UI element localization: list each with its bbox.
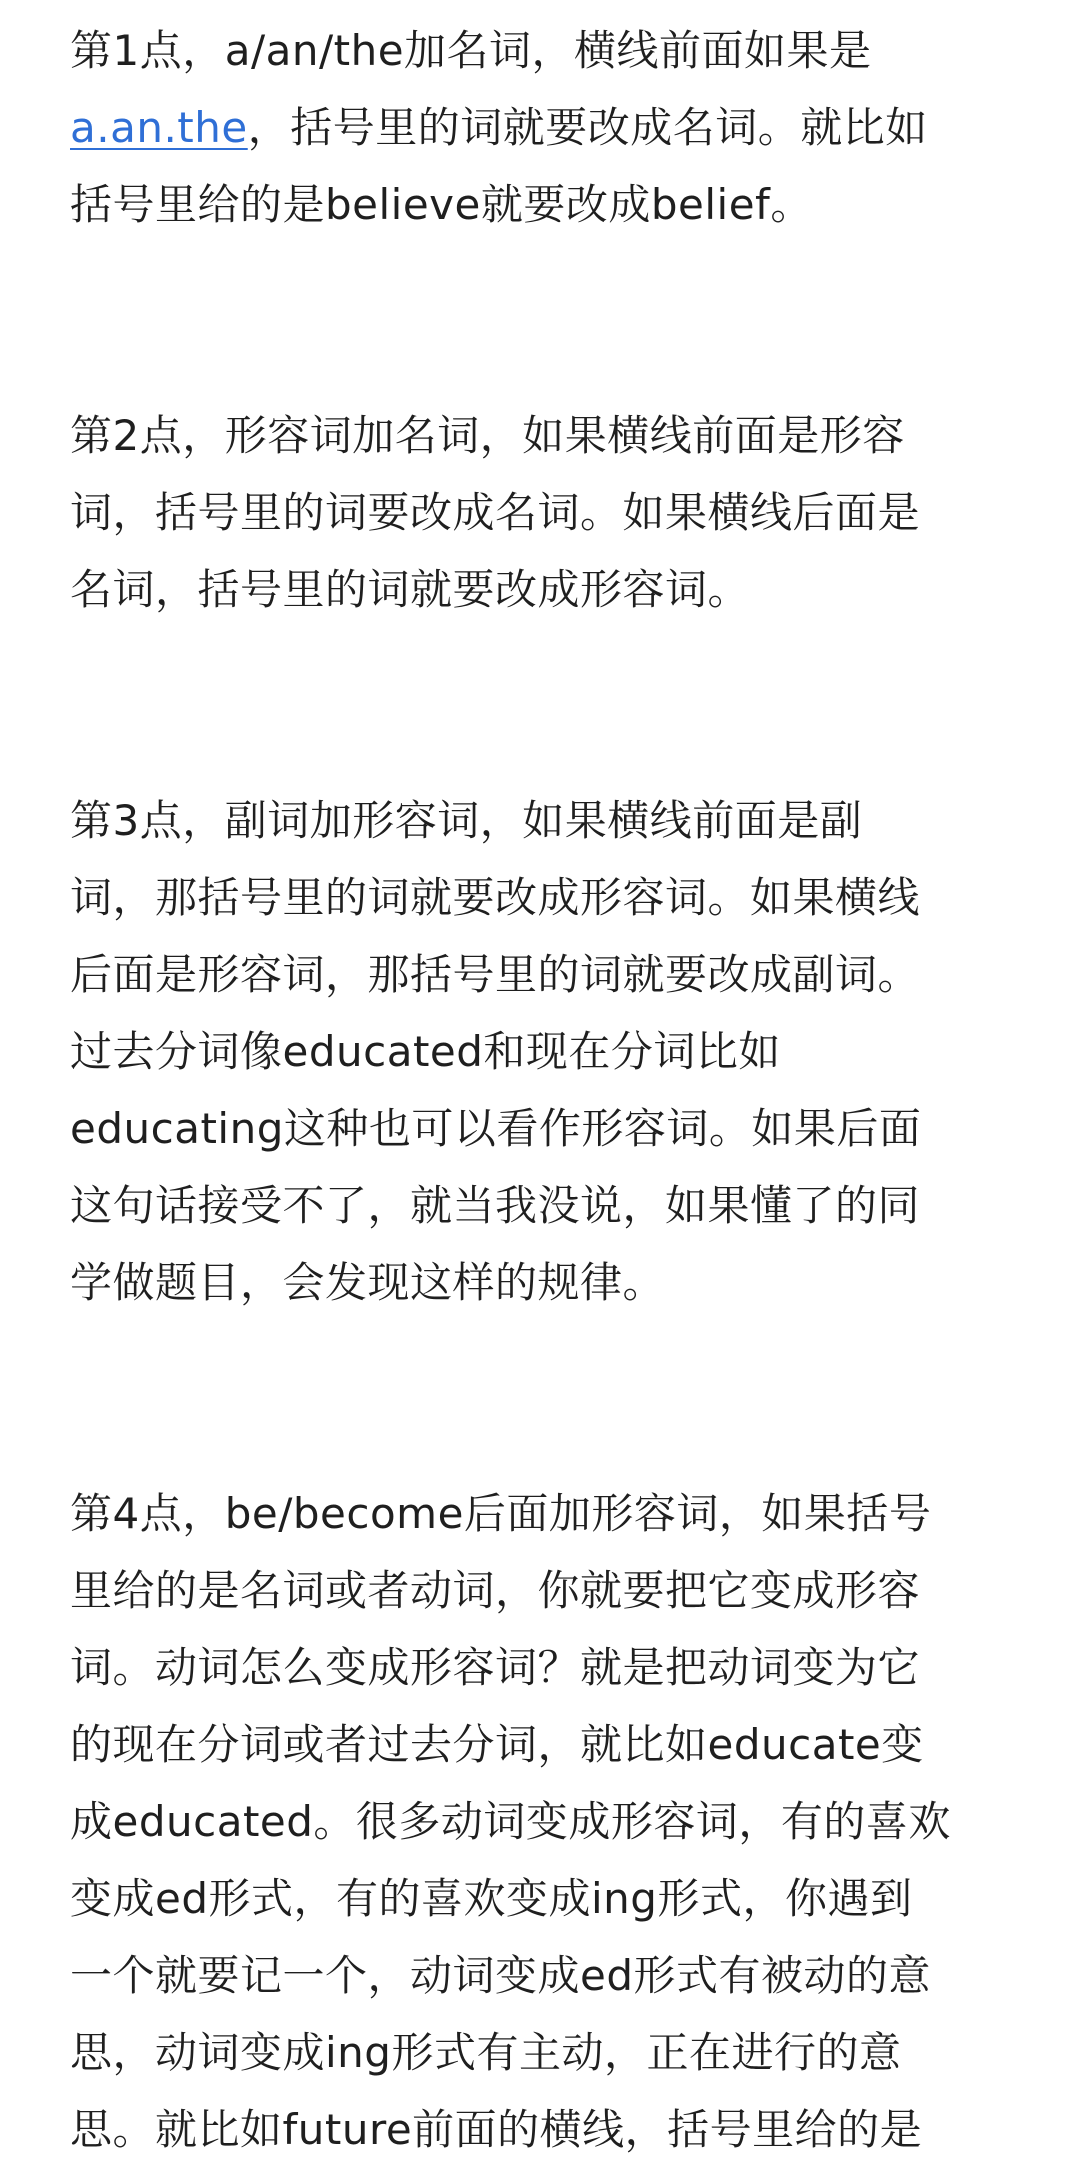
paragraph-line: 思，动词变成ing形式有主动，正在进行的意 bbox=[70, 2028, 902, 2077]
paragraph-line: 词。动词怎么变成形容词？就是把动词变为它 bbox=[70, 1643, 921, 1692]
paragraph-gap bbox=[70, 628, 1010, 782]
paragraph-line: 名词，括号里的词就要改成形容词。 bbox=[70, 565, 751, 614]
paragraph-line bbox=[70, 89, 1010, 166]
paragraph-gap bbox=[70, 1321, 1010, 1475]
paragraph-line: 思。就比如future前面的横线，括号里给的是 bbox=[70, 2105, 923, 2154]
paragraph-line: 后面是形容词，那括号里的词就要改成副词。 bbox=[70, 950, 921, 999]
paragraph-line: 第3点，副词加形容词，如果横线前面是副 bbox=[70, 796, 863, 845]
paragraph-line: 的现在分词或者过去分词，就比如educate变 bbox=[70, 1720, 924, 1769]
paragraph-point-3 bbox=[70, 782, 1010, 1321]
paragraph-line: 里给的是名词或者动词，你就要把它变成形容 bbox=[70, 1566, 921, 1615]
paragraph-line: educating这种也可以看作形容词。如果后面 bbox=[70, 1104, 922, 1153]
article-link[interactable]: a.an.the bbox=[70, 103, 248, 152]
paragraph-point-4 bbox=[70, 1475, 1010, 2168]
paragraph-line: 变成ed形式，有的喜欢变成ing形式，你遇到 bbox=[70, 1874, 913, 1923]
paragraph-line: 一个就要记一个，动词变成ed形式有被动的意 bbox=[70, 1951, 932, 2000]
paragraph-point-2 bbox=[70, 397, 1010, 628]
paragraph-line: 词，括号里的词要改成名词。如果横线后面是 bbox=[70, 488, 921, 537]
paragraph-line: 学做题目，会发现这样的规律。 bbox=[70, 1258, 666, 1307]
paragraph-line: 第2点，形容词加名词，如果横线前面是形容 bbox=[70, 411, 905, 460]
paragraph-line: 成educated。很多动词变成形容词，有的喜欢 bbox=[70, 1797, 951, 1846]
paragraph-line: 过去分词像educated和现在分词比如 bbox=[70, 1027, 781, 1076]
article-body bbox=[70, 12, 1010, 2168]
paragraph-gap bbox=[70, 243, 1010, 397]
paragraph-line-text: ，括号里的词就要改成名词。就比如 bbox=[247, 103, 928, 152]
paragraph-line: 词，那括号里的词就要改成形容词。如果横线 bbox=[70, 873, 921, 922]
paragraph-point-1 bbox=[70, 12, 1010, 243]
paragraph-line: 这句话接受不了，就当我没说，如果懂了的同 bbox=[70, 1181, 921, 1230]
paragraph-line: 括号里给的是believe就要改成belief。 bbox=[70, 180, 813, 229]
paragraph-line: 第1点，a/an/the加名词，横线前面如果是 bbox=[70, 26, 872, 75]
paragraph-line: 第4点，be/become后面加形容词，如果括号 bbox=[70, 1489, 932, 1538]
